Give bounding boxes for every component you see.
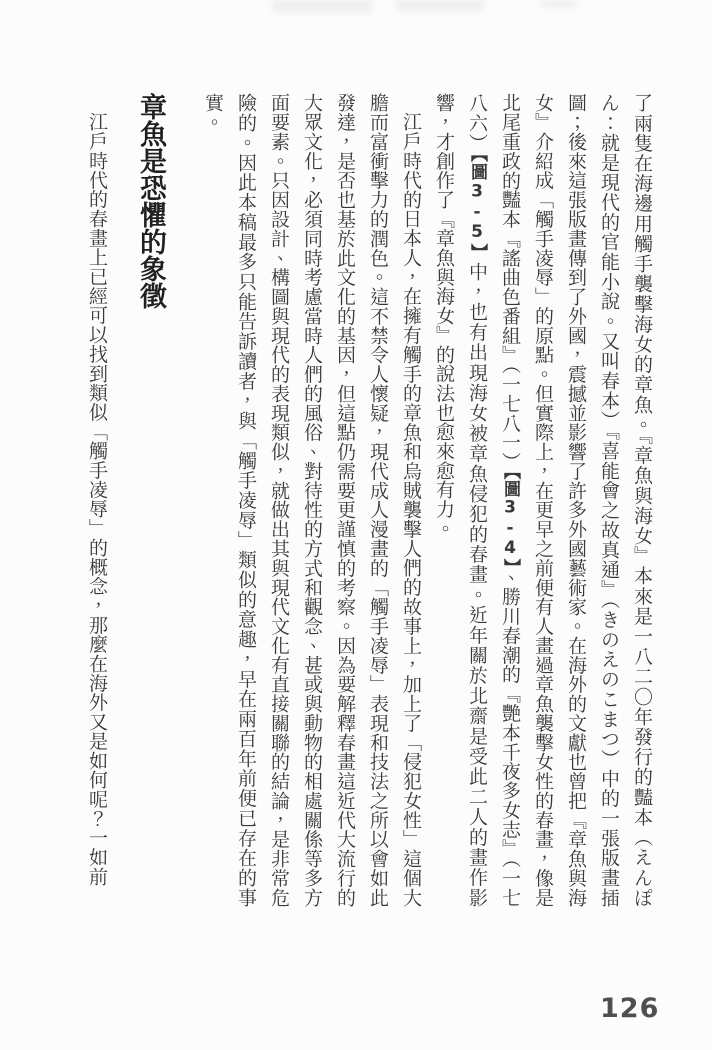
scan-artifact xyxy=(272,0,372,13)
figure-number: 3-4 xyxy=(500,497,520,559)
page-number: 126 xyxy=(600,993,660,1024)
figure-reference: 【圖3-5】 xyxy=(467,153,487,262)
scan-artifact xyxy=(541,0,577,8)
figure-reference: 【圖3-4】 xyxy=(500,471,520,568)
section-heading: 章魚是恐懼的象徵 xyxy=(135,93,166,309)
scan-artifact xyxy=(396,0,484,12)
body-paragraph: 江戶時代的春畫上已經可以找到類似「觸手凌辱」的概念，那麼在海外又是如何呢？一如前 xyxy=(86,112,108,886)
body-paragraph: 了兩隻在海邊用觸手襲擊海女的章魚。『章魚與海女』本來是一八二〇年發行的豔本（えんぽん：就是現代的官能小說。又叫春本）『喜能會之故真通』（きのえのこまつ）中的一張版畫插圖；後來這張版畫傳到了外國，震撼並影響了許多外國藝術家。在海外的文獻也曾把『章魚與海女』介紹成「觸手凌辱」的原點。但實際上，在更早之前便有人畫過章魚襲擊女性的春畫，像是北尾重政的豔本『謠曲色番組』（一七八一）【圖3-4】、勝川春潮的『艷本千夜多女志』（一七八六）【圖3-5】中，也有出現海女被章魚侵犯的春畫。近年關於北齋是受此二人的畫作影響，才創作了『章魚與海女』的說法也愈來愈有力。 xyxy=(433,93,653,907)
body-paragraph: 江戶時代的日本人，在擁有觸手的章魚和烏賊襲擊人們的故事上，加上了「侵犯女性」這個大膽而富衝擊力的潤色。這不禁令人懷疑，現代成人漫畫的「觸手凌辱」表現和技法之所以會如此發達，是否也基於此文化的基因，但這點仍需要更謹慎的考察。因為要解釋春畫這近代大流行的大眾文化，必須同時考慮當時人們的風俗、對待性的方式和觀念、甚或與動物的相處關係等多方面要素。只因設計、構圖與現代的表現類似，就做出其與現代文化有直接關聯的結論，是非常危險的。因此本稿最多只能告訴讀者，與「觸手凌辱」類似的意趣，早在兩百年前便已存在的事實。 xyxy=(202,93,422,907)
vertical-text-block xyxy=(80,93,658,907)
figure-number: 3-5 xyxy=(467,181,487,243)
